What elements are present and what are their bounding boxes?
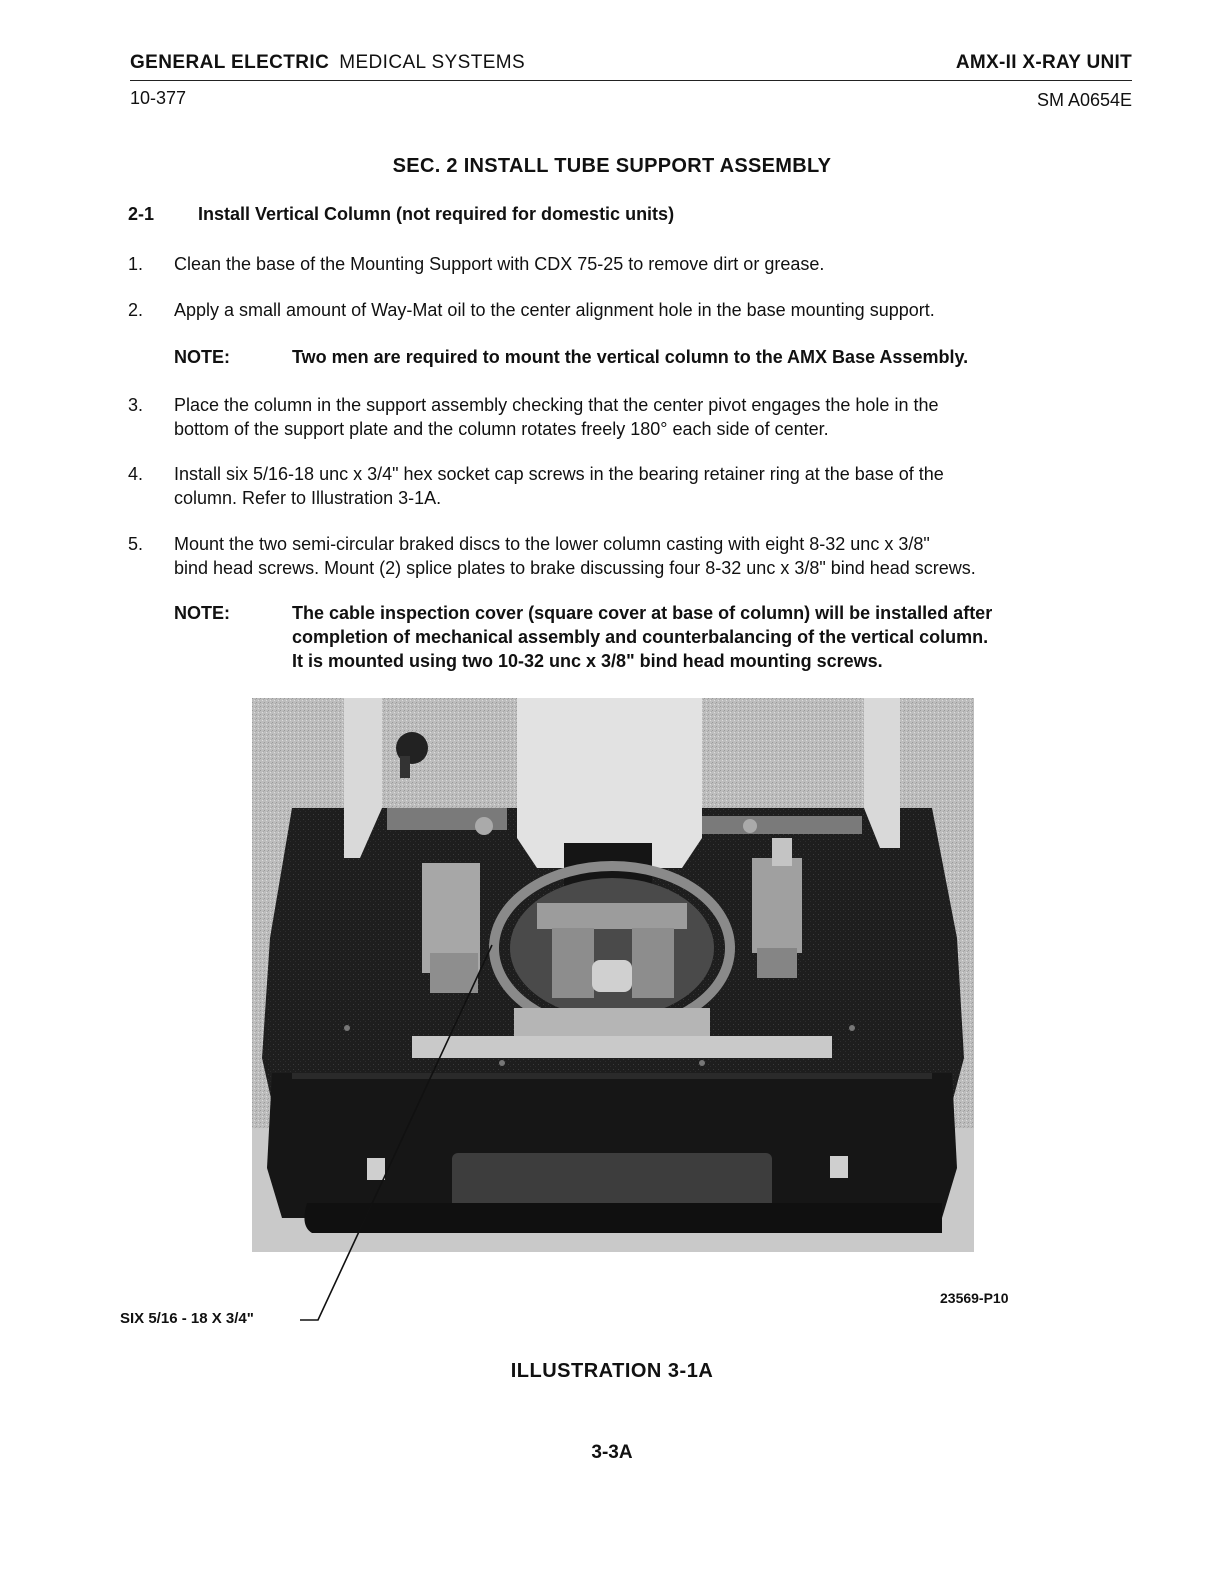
note-text-line: It is mounted using two 10-32 unc x 3/8" bind head mounting screws. xyxy=(292,651,883,671)
step-text-line: Clean the base of the Mounting Support with CDX 75-25 to remove dirt or grease. xyxy=(174,254,825,274)
section-title: SEC. 2 INSTALL TUBE SUPPORT ASSEMBLY xyxy=(392,155,832,177)
product-name: AMX-II X-RAY UNIT xyxy=(955,52,1132,73)
step-number: 1. xyxy=(128,254,144,274)
note-label: NOTE: xyxy=(174,347,230,367)
note-text-line: completion of mechanical assembly and counterbalancing of the vertical column. xyxy=(292,627,989,647)
page-number: 3-3A xyxy=(591,1442,633,1463)
subsection-title: Install Vertical Column (not required for domestic units) xyxy=(198,204,675,224)
column-base-photo xyxy=(252,698,974,1252)
step-text-line: bottom of the support plate and the column rotates freely 180° each side of center. xyxy=(174,419,829,439)
note-text-line: Two men are required to mount the vertical column to the AMX Base Assembly. xyxy=(292,347,969,367)
header-left xyxy=(130,52,525,74)
subsection-heading xyxy=(128,204,674,225)
step-number: 2. xyxy=(128,300,144,320)
subsection-number: 2-1 xyxy=(128,204,155,224)
note-label: NOTE: xyxy=(174,603,230,623)
photo-id: 23569-P10 xyxy=(940,1290,1009,1306)
step-number: 5. xyxy=(128,534,144,554)
step-number: 3. xyxy=(128,395,144,415)
step-text-line: column. Refer to Illustration 3-1A. xyxy=(174,488,442,508)
header-rule xyxy=(130,80,1132,81)
figure-caption: ILLUSTRATION 3-1A xyxy=(510,1360,714,1382)
note-text-line: The cable inspection cover (square cover at base of column) will be installed after xyxy=(292,603,993,623)
step-text-line: bind head screws. Mount (2) splice plates to brake discussing four 8-32 unc x 3/8" bind head screws. xyxy=(174,558,976,578)
manual-code: SM A0654E xyxy=(1036,90,1132,110)
step-number: 4. xyxy=(128,464,144,484)
company-name: GENERAL ELECTRIC xyxy=(130,52,330,73)
step-text-line: Mount the two semi-circular braked discs to the lower column casting with eight 8-32 unc x 3/8" xyxy=(174,534,930,554)
step-text-line: Install six 5/16-18 unc x 3/4" hex socket cap screws in the bearing retainer ring at the base of the xyxy=(174,464,944,484)
step-text-line: Apply a small amount of Way-Mat oil to the center alignment hole in the base mounting support. xyxy=(174,300,935,320)
step-text-line: Place the column in the support assembly checking that the center pivot engages the hole in the xyxy=(174,395,939,415)
doc-number: 10-377 xyxy=(130,88,187,108)
division-name: MEDICAL SYSTEMS xyxy=(339,52,526,73)
callout-label: SIX 5/16 - 18 X 3/4" xyxy=(120,1310,254,1327)
